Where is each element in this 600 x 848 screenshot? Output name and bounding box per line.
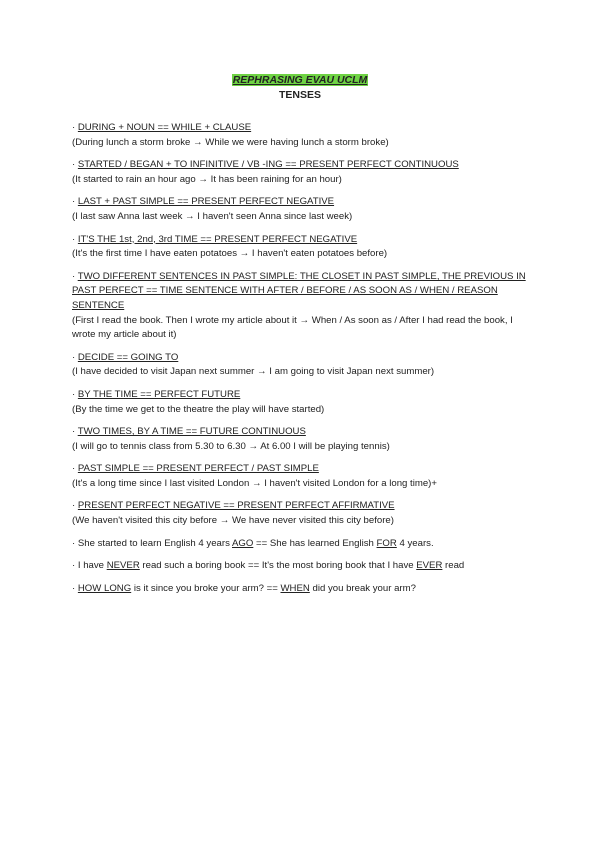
sentence-item: · I have NEVER read such a boring book == It's the most boring book that I have EVER read bbox=[72, 560, 465, 572]
rule-example: (During lunch a storm broke → While we were having lunch a storm broke) bbox=[72, 136, 389, 148]
rule-item: · TWO TIMES, BY A TIME == FUTURE CONTINUOUS (I will go to tennis class from 5.30 to 6.30 → At 6.00 I will be playing tennis) bbox=[72, 425, 532, 454]
rule-text: TWO TIMES, BY A TIME == FUTURE CONTINUOUS bbox=[77, 426, 306, 438]
rule-text: BY THE TIME == PERFECT FUTURE bbox=[77, 388, 241, 400]
document-title bbox=[0, 73, 600, 87]
rule-text: PRESENT PERFECT NEGATIVE == PRESENT PERFECT AFFIRMATIVE bbox=[77, 500, 395, 512]
rule-text: LAST + PAST SIMPLE == PRESENT PERFECT NEGATIVE bbox=[77, 196, 335, 208]
rule-example: (First I read the book. Then I wrote my article about it → When / As soon as / After I had read the book, I wrote my article about it) bbox=[72, 314, 513, 341]
rule-example: (It's a long time since I last visited London → I haven't visited London for a long time)+ bbox=[72, 477, 437, 489]
rule-example: (It's the first time I have eaten potatoes → I haven't eaten potatoes before) bbox=[72, 248, 388, 260]
rule-example: (I will go to tennis class from 5.30 to 6.30 → At 6.00 I will be playing tennis) bbox=[72, 440, 390, 452]
rule-item: · BY THE TIME == PERFECT FUTURE (By the time we get to the theatre the play will have started) bbox=[72, 388, 532, 417]
rule-item: · PAST SIMPLE == PRESENT PERFECT / PAST SIMPLE (It's a long time since I last visited London → I haven't visited London for a long time)+ bbox=[72, 462, 532, 491]
rule-item: · IT'S THE 1st, 2nd, 3rd TIME == PRESENT PERFECT NEGATIVE (It's the first time I have eaten potatoes → I haven't eaten potatoes before) bbox=[72, 233, 532, 262]
rule-text: IT'S THE 1st, 2nd, 3rd TIME == PRESENT PERFECT NEGATIVE bbox=[77, 233, 358, 245]
rule-text: TWO DIFFERENT SENTENCES IN PAST SIMPLE: THE CLOSET IN PAST SIMPLE, THE PREVIOUS IN PAST PERFECT == TIME SENTENCE WITH AFTER / BEFORE / AS SOON AS / WHEN / REASON SENTENCE bbox=[72, 270, 526, 311]
sentence-item: · HOW LONG is it since you broke your arm? == WHEN did you break your arm? bbox=[72, 582, 416, 594]
rule-text: PAST SIMPLE == PRESENT PERFECT / PAST SIMPLE bbox=[77, 463, 319, 475]
keyword: WHEN bbox=[280, 582, 310, 594]
rule-item: · LAST + PAST SIMPLE == PRESENT PERFECT NEGATIVE (I last saw Anna last week → I haven't seen Anna since last week) bbox=[72, 195, 532, 224]
rule-text: STARTED / BEGAN + TO INFINITIVE / VB -ING == PRESENT PERFECT CONTINUOUS bbox=[77, 159, 459, 171]
keyword: FOR bbox=[376, 537, 397, 549]
rules-list bbox=[72, 121, 532, 604]
sentence-item: · She started to learn English 4 years AGO == She has learned English FOR 4 years. bbox=[72, 537, 434, 549]
keyword: AGO bbox=[232, 537, 254, 549]
keyword: NEVER bbox=[106, 560, 140, 572]
rule-text: DECIDE == GOING TO bbox=[77, 351, 179, 363]
document-title-text: REPHRASING EVAU UCLM bbox=[232, 74, 368, 86]
rule-item: · PRESENT PERFECT NEGATIVE == PRESENT PERFECT AFFIRMATIVE (We haven't visited this city before → We have never visited this city before) bbox=[72, 499, 532, 528]
rule-example: (By the time we get to the theatre the play will have started) bbox=[72, 403, 325, 415]
rule-example: (I have decided to visit Japan next summer → I am going to visit Japan next summer) bbox=[72, 366, 435, 378]
keyword: HOW LONG bbox=[77, 582, 132, 594]
rule-example: (It started to rain an hour ago → It has been raining for an hour) bbox=[72, 173, 342, 185]
keyword: EVER bbox=[416, 560, 443, 572]
rule-item: · DURING + NOUN == WHILE + CLAUSE (During lunch a storm broke → While we were having lunch a storm broke) bbox=[72, 121, 532, 150]
rule-example: (I last saw Anna last week → I haven't seen Anna since last week) bbox=[72, 210, 353, 222]
rule-item: · DECIDE == GOING TO (I have decided to visit Japan next summer → I am going to visit Japan next summer) bbox=[72, 351, 532, 380]
document-subtitle: TENSES bbox=[278, 89, 321, 101]
rule-item: · STARTED / BEGAN + TO INFINITIVE / VB -ING == PRESENT PERFECT CONTINUOUS (It started to rain an hour ago → It has been raining for an hour) bbox=[72, 158, 532, 187]
rule-example: (We haven't visited this city before → We have never visited this city before) bbox=[72, 515, 394, 527]
rule-item: · TWO DIFFERENT SENTENCES IN PAST SIMPLE: THE CLOSET IN PAST SIMPLE, THE PREVIOUS IN PAST PERFECT == TIME SENTENCE WITH AFTER / BEFORE / AS SOON AS / WHEN / REASON SENTENCE (First I read the book. Then I wrote my article about it → When / As soon as / After I had read the book, I wrote my article about it) bbox=[72, 270, 532, 343]
rule-text: DURING + NOUN == WHILE + CLAUSE bbox=[77, 122, 252, 133]
